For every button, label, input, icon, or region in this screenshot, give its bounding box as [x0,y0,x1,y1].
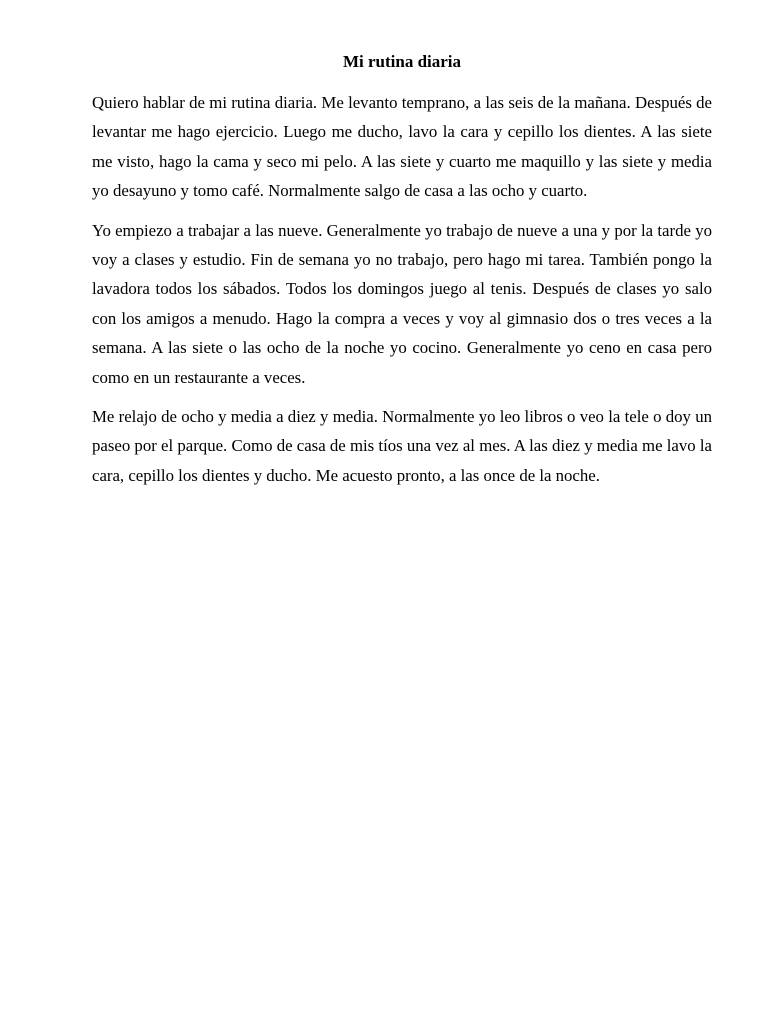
paragraph-2: Yo empiezo a trabajar a las nueve. Generalmente yo trabajo de nueve a una y por la tarde yo voy a clases y estudio. Fin de semana yo no trabajo, pero hago mi tarea. También pongo la lavadora todos los sábados. Todos los domingos juego al tenis. Después de clases yo salo con los amigos a menudo. Hago la compra a veces y voy al gimnasio dos o tres veces a la semana. A las siete o las ocho de la noche yo cocino. Generalmente yo ceno en casa pero como en un restaurante a veces. [92,220,712,387]
document-title: Mi rutina diaria [342,52,462,71]
paragraph-3: Me relajo de ocho y media a diez y media. Normalmente yo leo libros o veo la tele o doy un paseo por el parque. Como de casa de mis tíos una vez al mes. A las diez y media me lavo la cara, cepillo los dientes y ducho. Me acuesto pronto, a las once de la noche. [92,407,712,485]
document-body [92,50,712,500]
paragraph-1: Quiero hablar de mi rutina diaria. Me levanto temprano, a las seis de la mañana. Después de levantar me hago ejercicio. Luego me ducho, lavo la cara y cepillo los dientes. A las siete me visto, hago la cama y seco mi pelo. A las siete y cuarto me maquillo y las siete y media yo desayuno y tomo café. Normalmente salgo de casa a las ocho y cuarto. [92,93,712,201]
